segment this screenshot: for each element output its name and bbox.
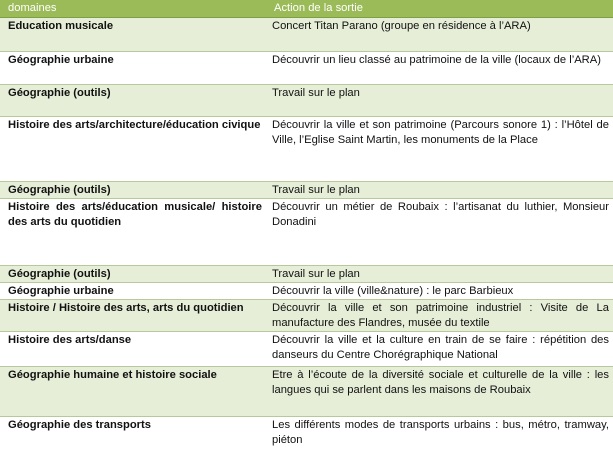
table-header-row: [0, 0, 613, 18]
table-row: [0, 283, 613, 300]
header-action: Action de la sortie: [266, 0, 613, 18]
action-cell: Découvrir la ville (ville&nature) : le parc Barbieux: [266, 283, 613, 300]
domain-cell: Géographie (outils): [0, 266, 266, 283]
domain-cell: Histoire / Histoire des arts, arts du quotidien: [0, 300, 266, 332]
table-row: [0, 182, 613, 199]
action-cell: Travail sur le plan: [266, 85, 613, 117]
domain-cell: Géographie urbaine: [0, 283, 266, 300]
domain-cell: Géographie urbaine: [0, 52, 266, 85]
domain-cell: Education musicale: [0, 18, 266, 52]
domain-cell: Géographie (outils): [0, 85, 266, 117]
action-cell: Etre à l’écoute de la diversité sociale et culturelle de la ville : les langues qui se parlent dans les maisons de Roubaix: [266, 367, 613, 417]
domain-cell: Géographie humaine et histoire sociale: [0, 367, 266, 417]
domain-cell: Histoire des arts/éducation musicale/ histoire des arts du quotidien: [0, 199, 266, 266]
action-cell: Travail sur le plan: [266, 266, 613, 283]
header-domaines: domaines: [0, 0, 266, 18]
action-cell: Découvrir un lieu classé au patrimoine de la ville (locaux de l’ARA): [266, 52, 613, 85]
action-cell: Concert Titan Parano (groupe en résidence à l’ARA): [266, 18, 613, 52]
action-cell: Découvrir la ville et la culture en train de se faire : répétition des danseurs du Centre Chorégraphique National: [266, 332, 613, 367]
domain-cell: Histoire des arts/danse: [0, 332, 266, 367]
domain-cell: Géographie des transports: [0, 417, 266, 457]
action-cell: Travail sur le plan: [266, 182, 613, 199]
table-row: [0, 266, 613, 283]
domain-cell: Histoire des arts/architecture/éducation civique: [0, 117, 266, 182]
table-row: [0, 117, 613, 182]
action-cell: Découvrir la ville et son patrimoine industriel : Visite de La manufacture des Flandres, musée du textile: [266, 300, 613, 332]
action-cell: Découvrir la ville et son patrimoine (Parcours sonore 1) : l’Hôtel de Ville, l’Eglise Saint Martin, les monuments de la Place: [266, 117, 613, 182]
table-row: [0, 417, 613, 457]
table-row: [0, 85, 613, 117]
table-row: [0, 300, 613, 332]
action-cell: Découvrir un métier de Roubaix : l’artisanat du luthier, Monsieur Donadini: [266, 199, 613, 266]
table-row: [0, 332, 613, 367]
domain-cell: Géographie (outils): [0, 182, 266, 199]
table-row: [0, 367, 613, 417]
table-row: [0, 18, 613, 52]
table-row: [0, 52, 613, 85]
table-row: [0, 199, 613, 266]
action-cell: Les différents modes de transports urbains : bus, métro, tramway, piéton: [266, 417, 613, 457]
